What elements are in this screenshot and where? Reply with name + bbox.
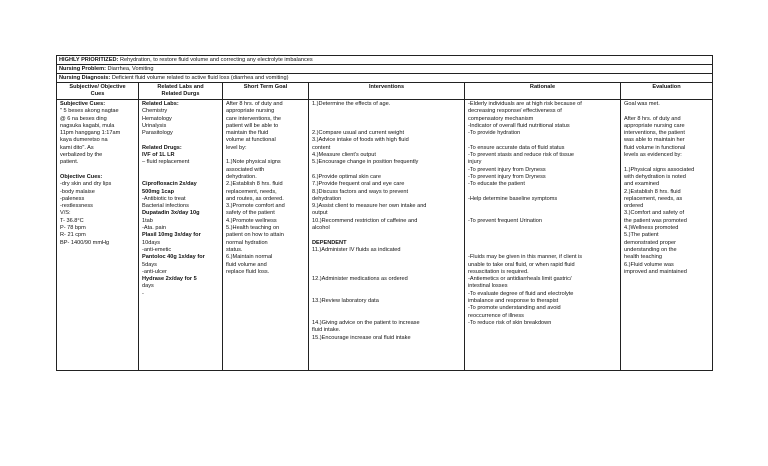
rationale-line: -Antiemetics or antidiarrheals limit gastric/	[468, 276, 572, 283]
lab-line: 500mg 1cap	[142, 188, 175, 195]
rationale-line	[468, 232, 619, 239]
cue-line: @ 6 na beses ding	[60, 115, 107, 122]
evaluation-line: 6.)Fluid volume was	[624, 261, 674, 268]
intervention-line	[312, 313, 463, 320]
header-cues	[57, 83, 138, 99]
diagnosis-row	[57, 74, 712, 83]
priority-label: HIGHLY PRIORITIZED:	[59, 57, 119, 63]
intervention-line	[312, 269, 463, 276]
intervention-line: 15.)Encourage increase oral fluid intake	[312, 334, 411, 341]
rationale-line: -Fluids may be given in this manner, if client is	[468, 254, 583, 261]
header-goal	[223, 83, 308, 99]
cue-line: nagsuka kagabi, mula	[60, 122, 115, 129]
rationale-line	[468, 240, 619, 247]
rationale-line: -To prevent frequent Urination	[468, 217, 543, 224]
rationale-line	[468, 210, 619, 217]
evaluation-line: improved and maintained	[624, 268, 687, 275]
cues-column	[60, 101, 137, 247]
rationale-line: -To reduce risk of skin breakdown	[468, 319, 552, 326]
header-rationale	[465, 83, 620, 99]
lab-line: Related Drugs:	[142, 144, 182, 151]
header-evaluation	[621, 83, 712, 99]
diagnosis-label: Nursing Diagnosis:	[59, 75, 111, 81]
lab-line: -anti-ulcer	[142, 268, 167, 275]
lab-line: 1tab	[142, 217, 153, 224]
intervention-line: 12.)Administer medications as ordered	[312, 276, 408, 283]
evaluation-line: and examined	[624, 181, 660, 188]
rationale-line	[468, 137, 619, 144]
intervention-line	[312, 291, 463, 298]
evaluation-line: replacement, needs, as	[624, 195, 683, 202]
intervention-line	[312, 262, 463, 269]
lab-line: Hematology	[142, 115, 172, 122]
goal-line: 5.)Health teaching on	[226, 225, 280, 232]
goal-line: After 8 hrs. of duty and	[226, 101, 283, 107]
cue-line	[60, 167, 137, 174]
intervention-line: 8.)Discuss factors and ways to prevent	[312, 188, 409, 195]
intervention-line: 7.)Provide frequent oral and eye care	[312, 181, 405, 188]
priority-row	[57, 56, 712, 65]
rationale-line	[468, 189, 619, 196]
rationale-line: injury	[468, 159, 482, 166]
intervention-line: DEPENDENT	[312, 239, 347, 246]
intervention-line: 9.)Assist client to measure her own intake and	[312, 203, 427, 210]
intervention-line	[312, 254, 463, 261]
lab-line: 5days	[142, 261, 157, 268]
intervention-line: 1.)Determine the effects of age.	[312, 101, 391, 107]
column-divider	[222, 83, 223, 370]
priority-text: Rehydration, to restore fluid volume and correcting any electrolyte imbalances	[119, 57, 313, 63]
lab-line: -Antibiotic to treat	[142, 195, 186, 202]
intervention-line: 5.)Encourage change in position frequently	[312, 159, 419, 166]
lab-line: Urinalysis	[142, 122, 167, 129]
lab-line	[142, 174, 221, 181]
evaluation-line: health teaching	[624, 254, 662, 261]
intervention-line	[312, 167, 463, 174]
intervention-line: 13.)Review laboratory data	[312, 298, 379, 305]
problem-text: Diarrhea, Vomiting	[107, 66, 154, 72]
evaluation-line: appropriate nursing care	[624, 122, 685, 129]
goal-line: 6.)Maintain normal	[226, 254, 273, 261]
cue-line: Subjective Cues:	[60, 101, 106, 107]
rationale-line: -To educate the patient	[468, 181, 525, 188]
rationale-line: unable to take oral fluid, or when rapid fluid	[468, 261, 575, 268]
rationale-column	[468, 101, 619, 327]
goal-column	[226, 101, 307, 276]
lab-line: Plasil 10mg 3x/day for	[142, 232, 201, 239]
goal-line: dehydration.	[226, 173, 257, 180]
goal-line: replacement, needs,	[226, 188, 277, 195]
header-line: Interventions	[368, 84, 405, 90]
column-divider	[138, 83, 139, 370]
evaluation-column	[624, 101, 712, 276]
header-line: Short Term Goal	[243, 84, 288, 90]
goal-line: fluid volume and	[226, 261, 267, 268]
header-labs	[139, 83, 222, 99]
problem-label: Nursing Problem:	[59, 66, 106, 72]
lab-line: Bacterial infections	[142, 203, 189, 210]
rationale-line: -To prevent injury from Dryness	[468, 166, 546, 173]
evaluation-line: the patient was promoted	[624, 217, 687, 224]
rationale-line	[468, 225, 619, 232]
evaluation-line: fluid volume in functional	[624, 144, 686, 151]
intervention-line: alcohol	[312, 225, 330, 232]
goal-line: 4.)Promote wellness	[226, 217, 277, 224]
rationale-line: -Elderly individuals are at high risk because of	[468, 101, 582, 107]
cue-line: patient.	[60, 159, 79, 166]
intervention-line	[312, 283, 463, 290]
goal-line: normal hydration	[226, 239, 268, 246]
column-divider	[464, 83, 465, 370]
intervention-line: 11.)Administer IV fluids as indicated	[312, 246, 401, 253]
evaluation-line: demonstrated proper	[624, 239, 676, 246]
goal-line: 2.)Establish 8 hrs. fluid	[226, 181, 283, 188]
lab-line: Ciprofloxacin 2x/day	[142, 181, 197, 188]
header-line: Related Durgs	[161, 91, 200, 97]
rationale-line: resuscitation is required.	[468, 268, 529, 275]
cue-line: -body malaise	[60, 188, 95, 195]
evaluation-line: was able to maintain her	[624, 137, 685, 144]
header-line: Subjective/ Objective	[69, 84, 126, 90]
evaluation-line: 4.)Wellness promoted	[624, 225, 679, 232]
rationale-line	[468, 203, 619, 210]
lab-line: Parasitology	[142, 130, 173, 137]
goal-line: associated with	[226, 166, 265, 173]
intervention-line: 6.)Provide optimal skin care	[312, 173, 382, 180]
cue-line: kaya dumeretso na	[60, 137, 108, 144]
cue-line: Objective Cues:	[60, 173, 103, 180]
rationale-line: reoccurrence of illness	[468, 312, 524, 319]
evaluation-line: understanding on the	[624, 246, 677, 253]
cue-line: " 5 beses akong nagtae	[60, 108, 119, 115]
lab-line: Related Labs:	[142, 101, 179, 107]
evaluation-line	[624, 159, 712, 166]
cue-line: -dry skin and dry lips	[60, 181, 112, 188]
intervention-line: 14.)Giving advice on the patient to increase	[312, 319, 420, 326]
goal-line: level by:	[226, 144, 247, 151]
lab-line	[142, 167, 221, 174]
rationale-line: -To prevent injury from Dryness	[468, 173, 546, 180]
column-header-row	[57, 83, 712, 100]
goal-line: patient will be able to	[226, 122, 279, 129]
lab-line: days	[142, 283, 154, 290]
lab-line: -	[142, 290, 144, 297]
header-line: Cues	[90, 91, 105, 97]
lab-line: – fluid replacement	[142, 159, 190, 166]
intervention-line: fluid intake.	[312, 327, 341, 334]
goal-line: safety of the patient	[226, 210, 275, 217]
labs-column	[142, 101, 221, 298]
intervention-line: 3.)Advice intake of foods with high fluid	[312, 137, 409, 144]
evaluation-line: 5.)The patient	[624, 232, 659, 239]
cue-line: kami dito". As	[60, 144, 94, 151]
rationale-line: -To promote understanding and avoid	[468, 305, 561, 312]
rationale-line: imbalance and response to therapist	[468, 298, 559, 305]
goal-line: replace fluid loss.	[226, 268, 270, 275]
intervention-line	[312, 116, 463, 123]
evaluation-line: 2.)Establish 8 hrs. fluid	[624, 188, 681, 195]
intervention-line: 10.)Recommend restriction of caffeine and	[312, 217, 418, 224]
cue-line: P- 78 bpm	[60, 225, 86, 232]
evaluation-line: ordered	[624, 203, 644, 210]
problem-row	[57, 65, 712, 74]
cue-line: 11pm hanggang 1:17am	[60, 130, 121, 137]
intervention-line	[312, 123, 463, 130]
goal-line: maintain the fluid	[226, 130, 269, 137]
evaluation-line: with dehydration is noted	[624, 173, 686, 180]
intervention-line: dehydration	[312, 195, 342, 202]
header-line: Evaluation	[652, 84, 681, 90]
lab-line: Chemistry	[142, 108, 168, 115]
rationale-line: -To evaluate degree of fluid and electrolyte	[468, 290, 574, 297]
evaluation-line: 3.)Comfort and safety of	[624, 210, 685, 217]
column-divider	[620, 83, 621, 370]
intervention-line: 4.)Measure client's output	[312, 152, 376, 159]
interventions-column	[312, 101, 463, 342]
diagnosis-text: Deficient fluid volume related to active fluid loss (diarrhea and vomiting)	[111, 75, 289, 81]
cue-line: T- 36.8°C	[60, 217, 84, 224]
rationale-line: -To provide hydration	[468, 130, 521, 137]
evaluation-line	[624, 108, 712, 115]
evaluation-line: interventions, the patient	[624, 130, 685, 137]
cue-line: R- 21 cpm	[60, 232, 86, 239]
rationale-line: intestinal losses	[468, 283, 508, 290]
header-interventions	[309, 83, 464, 99]
evaluation-line: Goal was met.	[624, 101, 660, 107]
lab-line: Dupatadin 3x/day 10g	[142, 210, 200, 217]
cue-line: -paleness	[60, 195, 85, 202]
care-plan-table	[56, 55, 713, 371]
cue-line: V/S:	[60, 210, 71, 217]
cue-line: verbalized by the	[60, 152, 103, 159]
lab-line: -anti-emetic	[142, 246, 172, 253]
intervention-line: content	[312, 144, 331, 151]
lab-line: Hydrase 2x/day for 5	[142, 276, 197, 283]
goal-line: appropriate nursing	[226, 108, 275, 115]
cue-line: BP- 1400/90 mmHg	[60, 239, 110, 246]
lab-line: Pantoloc 40g 1x/day for	[142, 254, 205, 261]
rationale-line: -To ensure accurate data of fluid status	[468, 144, 565, 151]
lab-line: 10days	[142, 239, 161, 246]
evaluation-line: After 8 hrs. of duty and	[624, 115, 681, 122]
lab-line: IVF of 1L LR	[142, 152, 175, 159]
cue-line: -restlessness	[60, 203, 93, 210]
goal-line: volume at functional	[226, 137, 276, 144]
rationale-line	[468, 247, 619, 254]
rationale-line: -To prevent stasis and reduce risk of tissue	[468, 152, 575, 159]
rationale-line: decreasing response/ effectiveness of	[468, 108, 562, 115]
goal-line: and routes, as ordered.	[226, 195, 284, 202]
intervention-line: 2.)Compare usual and current weight	[312, 130, 405, 137]
intervention-line	[312, 305, 463, 312]
rationale-line: compensatory mechanism	[468, 115, 534, 122]
intervention-line	[312, 232, 463, 239]
header-line: Rationale	[529, 84, 556, 90]
intervention-line: output	[312, 210, 328, 217]
rationale-line: -Indicator of overall fluid nutritional status	[468, 122, 570, 129]
goal-line	[226, 152, 307, 159]
lab-line: -Ata. pain	[142, 225, 166, 232]
intervention-line	[312, 108, 463, 115]
goal-line: status.	[226, 246, 243, 253]
lab-line	[142, 137, 221, 144]
header-line: Related Labs and	[157, 84, 204, 90]
evaluation-line: levels as evidenced by:	[624, 152, 682, 159]
goal-line: 3.)Promote comfort and	[226, 203, 285, 210]
goal-line: 1.)Note physical signs	[226, 159, 281, 166]
goal-line: care interventions, the	[226, 115, 282, 122]
goal-line: patient on how to attain	[226, 232, 284, 239]
rationale-line: -Help determine baseline symptoms	[468, 195, 558, 202]
evaluation-line: 1.)Physical signs associated	[624, 166, 695, 173]
column-divider	[308, 83, 309, 370]
